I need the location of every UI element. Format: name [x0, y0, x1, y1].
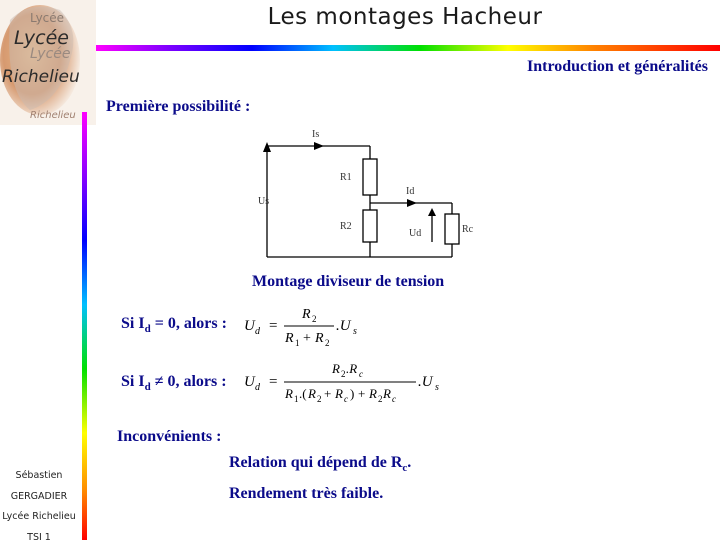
- svg-text:): ): [350, 386, 354, 401]
- svg-text:R: R: [301, 307, 311, 322]
- svg-text:+: +: [303, 331, 311, 346]
- drawback-load-dependence: Relation qui dépend de $R_c$.: [229, 454, 411, 474]
- svg-text:R: R: [368, 386, 377, 401]
- svg-text:d: d: [255, 382, 261, 393]
- rainbow-header-bar: [96, 45, 720, 51]
- voltage-divider-circuit: [252, 124, 492, 264]
- svg-text:=: =: [269, 374, 277, 390]
- label-rc: Rc: [462, 224, 474, 235]
- case1-condition: Si $I_d = 0$, alors :: [121, 315, 227, 335]
- svg-text:c: c: [359, 369, 363, 379]
- svg-text:2: 2: [341, 369, 346, 379]
- svg-text:+: +: [358, 386, 365, 401]
- svg-text:.R: .R: [346, 361, 357, 376]
- svg-text:Richelieu: Richelieu: [2, 67, 80, 87]
- svg-text:Lycée: Lycée: [14, 27, 69, 49]
- svg-text:R: R: [331, 361, 340, 376]
- svg-text:s: s: [435, 382, 439, 393]
- school-name: Lycée Richelieu: [0, 507, 78, 528]
- page-title: Les montages Hacheur: [230, 4, 580, 30]
- svg-text:Richelieu: Richelieu: [30, 110, 76, 121]
- drawback-low-efficiency: Rendement très faible.: [229, 485, 383, 503]
- svg-text:.U: .U: [418, 374, 434, 390]
- svg-text:U: U: [244, 374, 256, 390]
- svg-text:R: R: [307, 386, 316, 401]
- label-r1: R1: [340, 172, 352, 183]
- label-r2: R2: [340, 221, 352, 232]
- label-id: Id: [406, 186, 414, 197]
- svg-text:2: 2: [378, 394, 383, 404]
- author-first-name: Sébastien: [0, 466, 78, 487]
- svg-text:s: s: [353, 326, 357, 337]
- svg-text:1: 1: [295, 338, 300, 347]
- svg-text:c: c: [344, 394, 348, 404]
- drawbacks-heading: Inconvénients :: [117, 428, 221, 446]
- svg-text:R: R: [334, 386, 343, 401]
- class-name: TSI 1: [0, 528, 78, 548]
- svg-text:d: d: [255, 326, 261, 337]
- svg-text:U: U: [244, 318, 256, 334]
- author-block: [0, 466, 78, 548]
- case2-condition: Si $I_d \ne 0$, alors :: [121, 373, 227, 393]
- svg-text:R: R: [382, 386, 391, 401]
- equation-ud-with-load: [244, 358, 444, 404]
- svg-text:R: R: [284, 386, 293, 401]
- svg-text:+: +: [324, 386, 331, 401]
- svg-text:.U: .U: [336, 318, 352, 334]
- equation-ud-no-load: [244, 303, 364, 347]
- label-is: Is: [312, 129, 319, 140]
- rainbow-side-bar: [82, 112, 87, 540]
- svg-text:Lycée: Lycée: [30, 11, 64, 25]
- svg-text:.(: .(: [299, 386, 307, 401]
- circuit-caption: Montage diviseur de tension: [252, 273, 444, 291]
- label-ud: Ud: [409, 228, 421, 239]
- first-option-heading: Première possibilité :: [106, 98, 250, 116]
- svg-text:Lycée: Lycée: [30, 46, 71, 62]
- svg-text:R: R: [284, 331, 294, 346]
- svg-text:2: 2: [325, 338, 330, 347]
- svg-text:2: 2: [317, 394, 322, 404]
- svg-text:=: =: [269, 318, 277, 334]
- svg-text:2: 2: [312, 314, 317, 324]
- label-us: Us: [258, 196, 269, 207]
- svg-text:1: 1: [294, 394, 299, 404]
- section-subtitle: Introduction et généralités: [527, 58, 708, 76]
- svg-text:c: c: [392, 394, 396, 404]
- author-last-name: GERGADIER: [0, 487, 78, 508]
- lycee-richelieu-logo: [0, 0, 96, 125]
- svg-text:R: R: [314, 331, 324, 346]
